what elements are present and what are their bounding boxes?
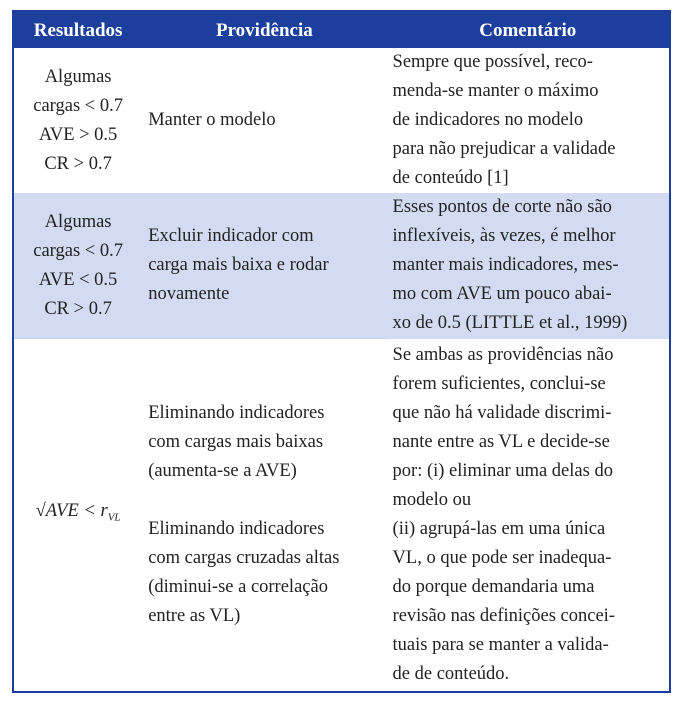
cell-line: por: (i) eliminar uma delas do [392,460,613,481]
cell-line: modelo ou [392,489,472,510]
cell-line: CR > 0.7 [44,298,112,319]
cell-comentario [387,193,670,339]
cell-line: revisão nas definições concei- [392,605,615,626]
cell-line: com cargas mais baixas [148,432,324,452]
cell-line: novamente [148,284,230,304]
table-row [13,48,670,193]
cell-line: AVE > 0.5 [38,124,118,145]
cell-line: de de conteúdo. [392,663,510,684]
cell-line: manter mais indicadores, mes- [392,255,619,276]
cell-line: (diminui-se a correlação [148,577,328,597]
cell-line: Excluir indicador com [148,226,314,246]
cell-providencia [142,339,386,693]
cell-line: AVE < 0.5 [38,269,118,290]
cell-line: Se ambas as providências não [392,344,614,365]
cell-line: entre as VL) [148,606,241,626]
cell-line: com cargas cruzadas altas [148,548,340,568]
cell-line: inflexíveis, às vezes, é melhor [392,226,616,247]
cell-line: do porque demandaria uma [392,576,595,597]
cell-line: CR > 0.7 [44,153,112,174]
cell-line: que não há validade discrimi- [392,402,612,423]
cell-line: de indicadores no modelo [392,110,584,130]
cell-line: cargas < 0.7 [33,240,123,261]
cell-line: Algumas [44,211,112,232]
table-row [13,339,670,693]
cell-line: carga mais baixa e rodar [148,255,329,275]
header-providencia: Providência [142,11,386,48]
cell-line: Sempre que possível, reco- [392,52,593,72]
cell-line: Manter o modelo [148,110,276,130]
table-row [13,193,670,339]
cell-line: cargas < 0.7 [33,95,123,116]
cell-line: Esses pontos de corte não são [392,197,612,218]
cell-line: para não prejudicar a validade [392,139,616,159]
math-expression [35,501,121,524]
cell-line: mo com AVE um pouco abai- [392,284,612,305]
cell-comentario [387,48,670,193]
cell-providencia [142,193,386,339]
cell-line: de conteúdo [1] [392,168,509,188]
cell-comentario [387,339,670,693]
cell-line: (aumenta-se a AVE) [148,461,297,481]
cell-line: xo de 0.5 (LITTLE et al., 1999) [392,313,628,334]
cell-line: menda-se manter o máximo [392,81,599,101]
cell-line: forem suficientes, conclui-se [392,373,606,394]
cell-line: nante entre as VL e decide-se [392,431,610,452]
cell-line: tuais para se manter a valida- [392,634,609,655]
cell-line: Eliminando indicadores [148,403,325,423]
cell-providencia [142,48,386,193]
cell-resultados [13,339,142,693]
cell-line: Algumas [44,66,112,87]
math-subscript: VL [107,511,121,524]
cell-resultados [13,193,142,339]
results-table [12,10,671,693]
header-resultados: Resultados [13,11,142,48]
cell-line: Eliminando indicadores [148,519,325,539]
cell-resultados [13,48,142,193]
math-root: √AVE < r [35,501,108,522]
cell-line: (ii) agrupá-las em uma única [392,518,606,539]
header-comentario: Comentário [387,11,670,48]
header-row [13,11,670,48]
cell-line: VL, o que pode ser inadequa- [392,547,612,568]
spacer [148,486,380,515]
